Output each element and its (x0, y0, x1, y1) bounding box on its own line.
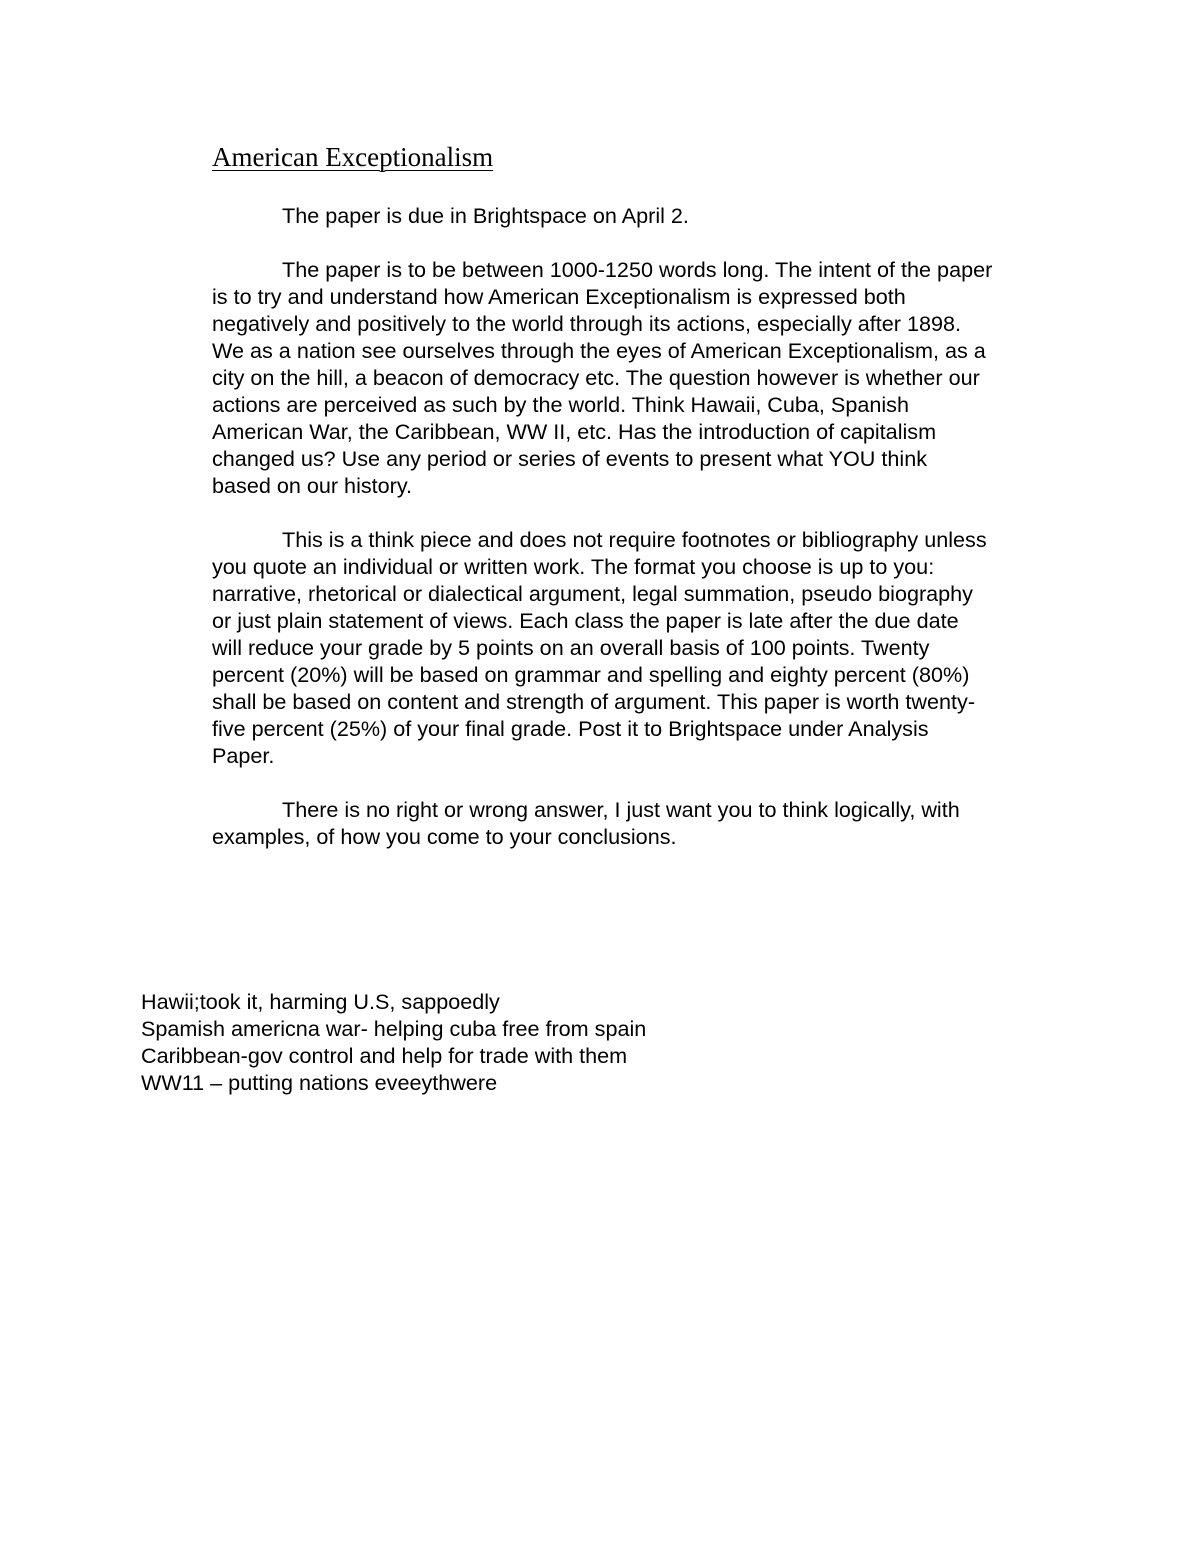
paragraph-intent (212, 256, 1082, 499)
paragraph-line: American War, the Caribbean, WW II, etc. Has the introduction of capitalism (212, 419, 937, 444)
paragraph-line: actions are perceived as such by the world. Think Hawaii, Cuba, Spanish (212, 392, 909, 417)
paragraph-line: The paper is to be between 1000-1250 words long. The intent of the paper (282, 257, 993, 282)
paragraph-line: Paper. (212, 743, 275, 768)
paragraph-conclusion (212, 796, 1082, 850)
paragraph-line: or just plain statement of views. Each class the paper is late after the due date (212, 608, 959, 633)
paragraph-line: This is a think piece and does not require footnotes or bibliography unless (282, 527, 987, 552)
note-line: WW11 – putting nations eveeythwere (141, 1070, 498, 1095)
paragraph-line: based on our history. (212, 473, 413, 498)
document-title: American Exceptionalism (212, 142, 494, 172)
note-line: Caribbean-gov control and help for trade with them (141, 1043, 628, 1068)
paragraph-format (212, 526, 1082, 769)
paragraph-line: you quote an individual or written work. The format you choose is up to you: (212, 554, 935, 579)
paragraph-line: examples, of how you come to your conclusions. (212, 824, 677, 849)
note-line: Hawii;took it, harming U.S, sappoedly (141, 989, 500, 1014)
paragraph-line: The paper is due in Brightspace on April 2. (282, 203, 689, 228)
paragraph-line: is to try and understand how American Exceptionalism is expressed both (212, 284, 906, 309)
paragraph-line: There is no right or wrong answer, I just want you to think logically, with (282, 797, 960, 822)
paragraph-line: percent (20%) will be based on grammar and spelling and eighty percent (80%) (212, 662, 970, 687)
paragraph-line: negatively and positively to the world through its actions, especially after 1898. (212, 311, 962, 336)
paragraph-line: city on the hill, a beacon of democracy etc. The question however is whether our (212, 365, 980, 390)
paragraph-line: changed us? Use any period or series of events to present what YOU think (212, 446, 927, 471)
note-line: Spamish americna war- helping cuba free from spain (141, 1016, 647, 1041)
paragraph-line: shall be based on content and strength of argument. This paper is worth twenty- (212, 689, 976, 714)
paragraph-line: We as a nation see ourselves through the eyes of American Exceptionalism, as a (212, 338, 986, 363)
paragraph-line: will reduce your grade by 5 points on an overall basis of 100 points. Twenty (212, 635, 930, 660)
paragraph-due-date (212, 202, 1082, 229)
paragraph-line: five percent (25%) of your final grade. Post it to Brightspace under Analysis (212, 716, 929, 741)
assignment-body (212, 202, 1082, 877)
student-notes (141, 988, 1041, 1096)
paragraph-line: narrative, rhetorical or dialectical argument, legal summation, pseudo biography (212, 581, 973, 606)
